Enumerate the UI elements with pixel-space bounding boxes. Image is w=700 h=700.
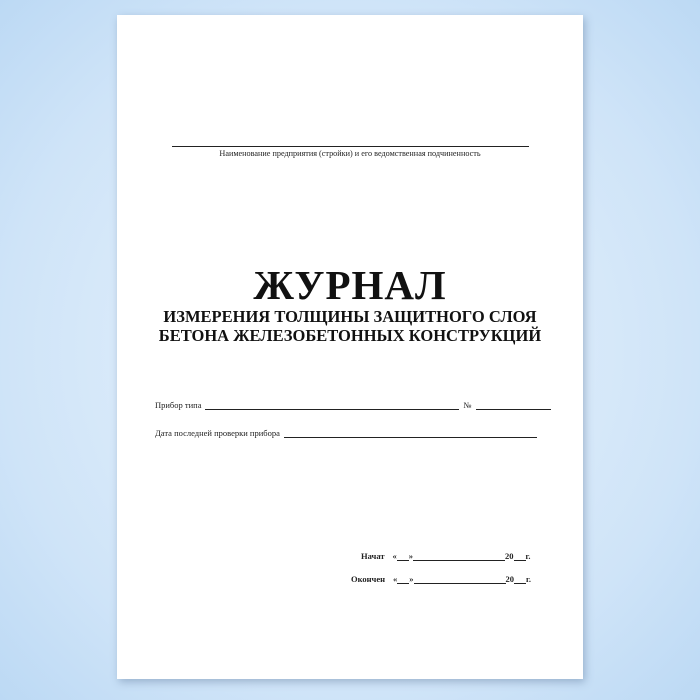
device-number-label: № [463,400,472,410]
started-year-blank [514,551,526,561]
started-quote-close: » [408,551,414,561]
organization-caption: Наименование предприятия (стройки) и его ведомственная подчиненность [219,149,481,158]
device-type-label: Прибор типа [155,400,202,410]
finished-year-suffix: г. [526,574,532,584]
check-date-label: Дата последней проверки прибора [155,428,280,438]
finished-label: Окончен [351,574,386,584]
started-year-suffix: г. [525,551,531,561]
started-year-prefix: 20 [505,551,514,561]
finished-year-blank [514,574,526,584]
journal-subtitle-line2: БЕТОНА ЖЕЛЕЗОБЕТОННЫХ КОНСТРУКЦИЙ [158,326,542,345]
journal-title: ЖУРНАЛ [253,262,447,308]
finished-date-row [351,574,531,584]
started-month-blank [413,551,505,561]
finished-day-blank [397,574,409,584]
journal-cover-page [117,15,583,679]
finished-year-prefix: 20 [505,574,515,584]
device-number-blank [476,400,551,410]
started-date-row [361,551,531,561]
check-date-blank [284,428,537,438]
journal-subtitle-line1: ИЗМЕРЕНИЯ ТОЛЩИНЫ ЗАЩИТНОГО СЛОЯ [163,307,537,326]
finished-quote-close: » [409,574,414,584]
started-day-blank [397,551,409,561]
device-type-blank [205,400,459,410]
organization-name-line [172,146,529,147]
check-date-row [155,428,537,438]
started-quote-open: « [392,551,397,561]
device-type-row [155,400,551,410]
finished-month-blank [414,574,506,584]
started-label: Начат [361,551,385,561]
finished-quote-open: « [393,574,398,584]
